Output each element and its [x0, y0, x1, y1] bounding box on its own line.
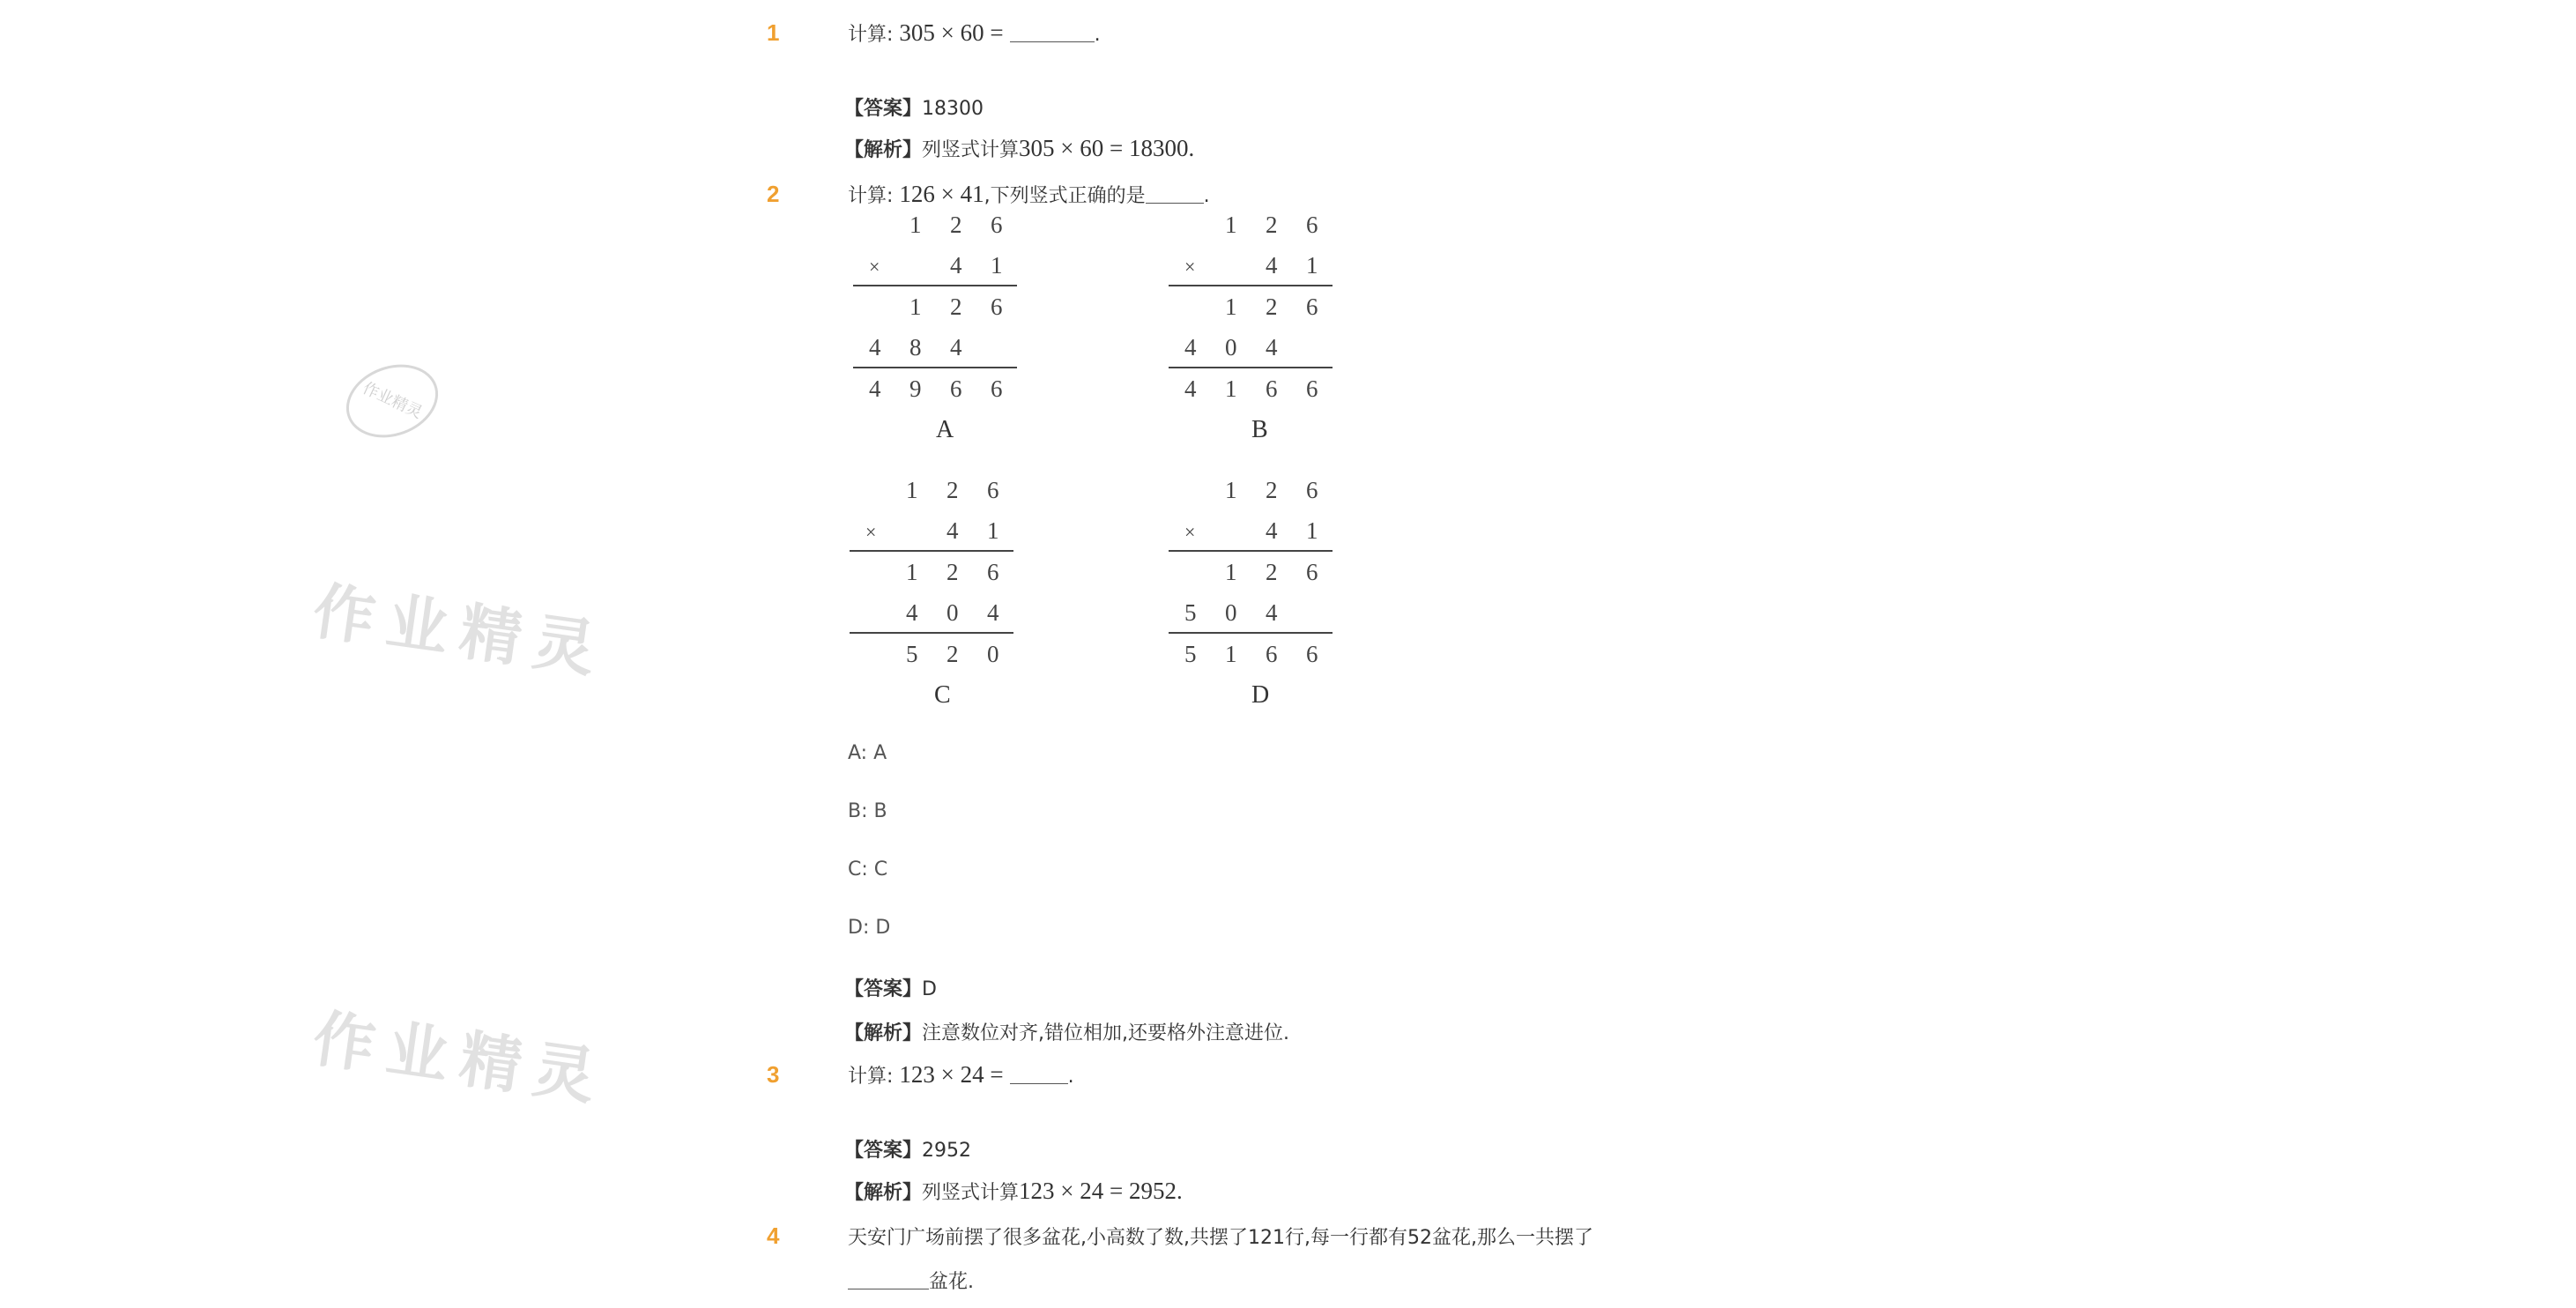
digit: 4 — [950, 252, 962, 279]
answer-blank — [848, 1269, 929, 1289]
multiply-sign: × — [869, 256, 880, 278]
digit: 6 — [1266, 641, 1278, 667]
analysis-tag: 【解析】 — [844, 1182, 923, 1204]
suffix: ,下列竖式正确的是 — [984, 185, 1146, 207]
prefix: 计算: — [848, 1066, 894, 1088]
digit: 0 — [1225, 334, 1237, 360]
multiply-sign: × — [1184, 256, 1196, 278]
digit: 5 — [1184, 641, 1197, 667]
question-4-stem-line2 — [848, 1267, 974, 1294]
answer-tag: 【答案】 — [844, 98, 923, 120]
digit: 1 — [987, 517, 999, 544]
option-a[interactable]: A: A — [848, 742, 887, 764]
digit: 1 — [906, 477, 918, 503]
question-3-answer — [844, 1135, 971, 1163]
answer-tag: 【答案】 — [844, 978, 923, 1000]
digit: 0 — [947, 599, 959, 626]
question-number: 1 — [767, 19, 780, 46]
digit: 4 — [1184, 375, 1197, 402]
calc-rule — [1169, 550, 1333, 552]
digit: 1 — [1225, 294, 1237, 320]
analysis-text: 注意数位对齐,错位相加,还要格外注意进位. — [922, 1022, 1289, 1044]
digit: 6 — [1306, 477, 1318, 503]
digit: 2 — [947, 641, 959, 667]
digit: 0 — [987, 641, 999, 667]
digit: 4 — [1266, 517, 1278, 544]
digit: 4 — [950, 334, 962, 360]
digit: 2 — [1266, 294, 1278, 320]
option-d[interactable]: D: D — [848, 917, 891, 939]
answer-blank — [1146, 183, 1204, 204]
question-number: 3 — [767, 1061, 780, 1088]
question-4-stem: 天安门广场前摆了很多盆花,小高数了数,共摆了121行,每一行都有52盆花,那么一共摆了 — [848, 1227, 1593, 1249]
digit: 6 — [1306, 641, 1318, 667]
calc-label: B — [1251, 416, 1268, 443]
calc-rule — [1169, 632, 1333, 634]
digit: 1 — [1225, 477, 1237, 503]
analysis-text: 列竖式计算 — [922, 139, 1020, 161]
question-3-stem — [848, 1061, 1074, 1089]
calc-rule — [850, 632, 1013, 634]
digit: 2 — [950, 294, 962, 320]
question-3-analysis — [844, 1178, 1183, 1205]
watermark-stamp — [339, 361, 445, 441]
stem-end: 盆花. — [929, 1271, 974, 1293]
digit: 1 — [1225, 559, 1237, 585]
digit: 6 — [1306, 294, 1318, 320]
period: . — [1067, 1066, 1074, 1088]
digit: 4 — [906, 599, 918, 626]
digit: 2 — [947, 477, 959, 503]
digit: 8 — [909, 334, 922, 360]
digit: 1 — [909, 212, 922, 238]
analysis-math: 123 × 24 = 2952. — [1019, 1178, 1183, 1204]
analysis-tag: 【解析】 — [844, 139, 923, 161]
digit: 5 — [906, 641, 918, 667]
prefix: 计算: — [848, 24, 894, 46]
period: . — [1094, 24, 1101, 46]
digit: 6 — [991, 375, 1003, 402]
question-1-answer — [844, 93, 984, 121]
digit: 2 — [947, 559, 959, 585]
calc-rule — [850, 550, 1013, 552]
digit: 1 — [909, 294, 922, 320]
digit: 2 — [950, 212, 962, 238]
digit: 6 — [991, 212, 1003, 238]
calc-rule — [853, 367, 1017, 368]
digit: 2 — [1266, 559, 1278, 585]
multiply-sign: × — [865, 521, 877, 543]
digit: 1 — [1225, 641, 1237, 667]
digit: 6 — [987, 559, 999, 585]
calc-label: A — [936, 416, 954, 443]
digit: 4 — [1184, 334, 1197, 360]
digit: 1 — [906, 559, 918, 585]
question-number: 4 — [767, 1223, 780, 1249]
digit: 9 — [909, 375, 922, 402]
question-1-analysis — [844, 135, 1194, 162]
answer-tag: 【答案】 — [844, 1140, 923, 1162]
svg-text:作业精灵: 作业精灵 — [360, 378, 426, 423]
digit: 6 — [1306, 212, 1318, 238]
calc-rule — [853, 285, 1017, 286]
digit: 6 — [1306, 559, 1318, 585]
digit: 6 — [987, 477, 999, 503]
expression: 123 × 24 = — [899, 1061, 1004, 1088]
analysis-text: 列竖式计算 — [922, 1182, 1020, 1204]
digit: 4 — [947, 517, 959, 544]
digit: 6 — [1266, 375, 1278, 402]
digit: 6 — [1306, 375, 1318, 402]
digit: 1 — [1225, 212, 1237, 238]
answer-blank — [1010, 1064, 1068, 1084]
period: . — [1203, 185, 1210, 207]
watermark: 作业精灵 — [308, 1000, 612, 1115]
digit: 1 — [1306, 517, 1318, 544]
digit: 4 — [1266, 334, 1278, 360]
analysis-math: 305 × 60 = 18300. — [1019, 135, 1195, 161]
digit: 1 — [991, 252, 1003, 279]
expression: 126 × 41 — [899, 181, 984, 207]
digit: 0 — [1225, 599, 1237, 626]
expression: 305 × 60 = — [899, 19, 1004, 46]
analysis-tag: 【解析】 — [844, 1022, 923, 1044]
digit: 6 — [950, 375, 962, 402]
answer-blank — [1010, 22, 1095, 42]
digit: 2 — [1266, 212, 1278, 238]
calc-label: D — [1251, 681, 1270, 709]
digit: 4 — [869, 334, 881, 360]
digit: 6 — [991, 294, 1003, 320]
answer-value: 2952 — [922, 1140, 972, 1162]
calc-label: C — [934, 681, 951, 709]
prefix: 计算: — [848, 185, 894, 207]
digit: 4 — [869, 375, 881, 402]
question-2-stem — [848, 181, 1210, 208]
question-1-stem — [848, 19, 1101, 47]
digit: 4 — [987, 599, 999, 626]
answer-value: D — [922, 978, 937, 1000]
answer-value: 18300 — [922, 98, 984, 120]
watermark: 作业精灵 — [308, 573, 612, 687]
option-b[interactable]: B: B — [848, 800, 887, 822]
calc-rule — [1169, 367, 1333, 368]
question-2-answer — [844, 974, 937, 1001]
option-c[interactable]: C: C — [848, 858, 888, 881]
digit: 1 — [1225, 375, 1237, 402]
digit: 2 — [1266, 477, 1278, 503]
calc-rule — [1169, 285, 1333, 286]
question-2-analysis — [844, 1018, 1289, 1045]
digit: 4 — [1266, 252, 1278, 279]
question-number: 2 — [767, 181, 780, 207]
digit: 5 — [1184, 599, 1197, 626]
multiply-sign: × — [1184, 521, 1196, 543]
digit: 1 — [1306, 252, 1318, 279]
digit: 4 — [1266, 599, 1278, 626]
